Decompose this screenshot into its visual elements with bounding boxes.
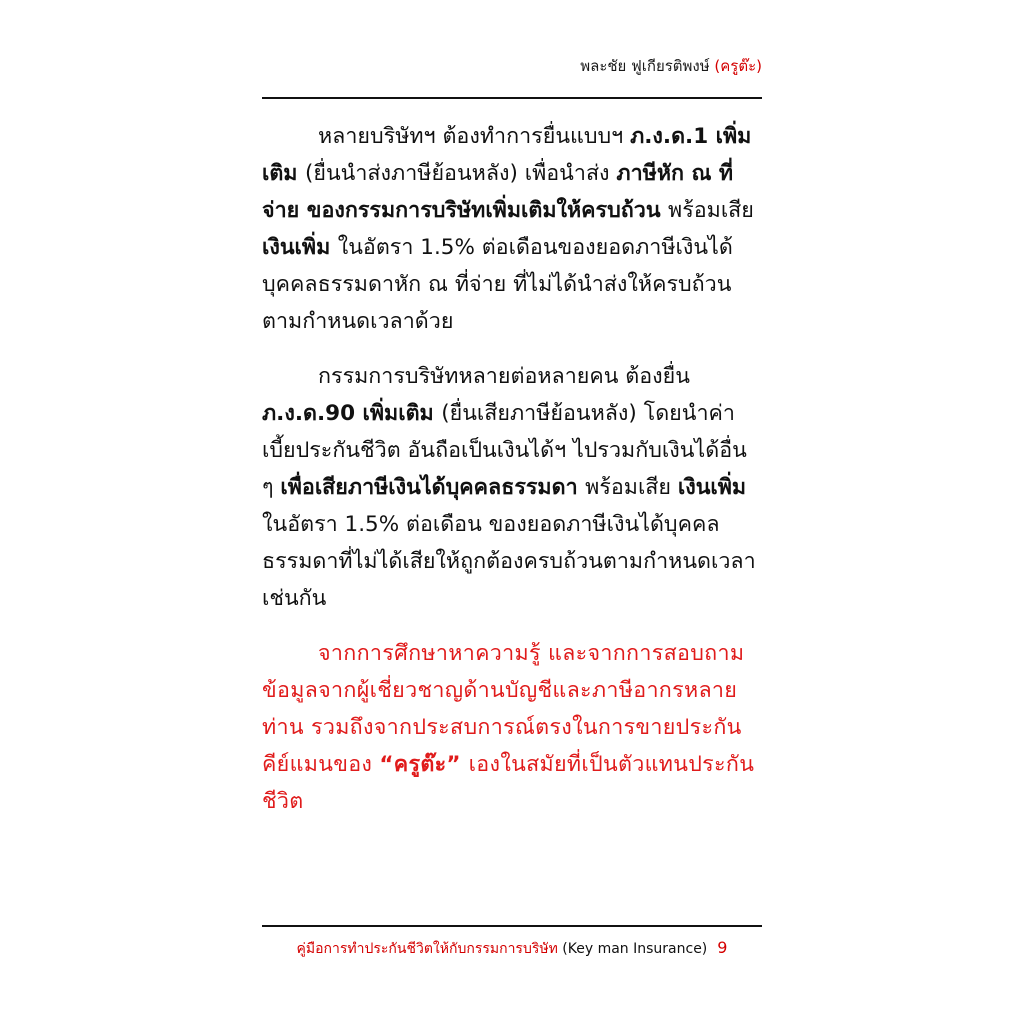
- paragraph-1: [262, 118, 762, 340]
- text-run-bold: เงินเพิ่ม: [262, 235, 338, 260]
- text-run-bold: เงินเพิ่ม: [677, 475, 747, 500]
- text-run-bold: ภาษีหัก ณ ที่จ่าย ของกรรมการบริษัทเพิ่มเติมให้ครบถ้วน: [262, 161, 734, 223]
- footer-title-en: (Key man Insurance): [562, 941, 708, 957]
- text-run-bold: ภ.ง.ด.1 เพิ่มเติม: [262, 124, 752, 186]
- footer-divider: [262, 925, 762, 927]
- text-run: ในอัตรา 1.5% ต่อเดือนของยอดภาษีเงินได้บุคคลธรรมดาหัก ณ ที่จ่าย ที่ไม่ได้นำส่งให้ครบถ้วนตามกำหนดเวลาด้วย: [262, 235, 733, 334]
- text-run: พร้อมเสีย: [585, 475, 678, 500]
- page-header: [262, 56, 762, 76]
- text-run: (ยื่นนำส่งภาษีย้อนหลัง) เพื่อนำส่ง: [304, 161, 617, 186]
- header-divider: [262, 97, 762, 99]
- text-run-bold: “ครูต๊ะ”: [379, 752, 469, 777]
- text-run-bold: เพื่อเสียภาษีเงินได้บุคคลธรรมดา: [280, 475, 586, 500]
- paragraph-2: [262, 358, 762, 617]
- text-run: หลายบริษัทฯ ต้องทำการยื่นแบบฯ: [318, 124, 631, 149]
- text-run: จากการศึกษาหาความรู้ และจากการสอบถามข้อมูลจากผู้เชี่ยวชาญด้านบัญชีและภาษีอากรหลายท่าน รวมถึงจากประสบการณ์ตรงในการขายประกันคีย์แมนของ: [262, 641, 745, 777]
- text-run: (ยื่นเสียภาษีย้อนหลัง) โดยนำค่าเบี้ยประกันชีวิต อันถือเป็นเงินได้ฯ ไปรวมกับเงินได้อื่น ๆ: [262, 401, 747, 500]
- page-footer: [262, 938, 762, 959]
- paragraph-3-highlighted: [262, 635, 762, 820]
- body-text: [262, 118, 762, 820]
- text-run: ในอัตรา 1.5% ต่อเดือน ของยอดภาษีเงินได้บุคคลธรรมดาที่ไม่ได้เสียให้ถูกต้องครบถ้วนตามกำหนดเวลาเช่นกัน: [262, 512, 756, 611]
- header-author-nickname: (ครูต๊ะ): [714, 57, 762, 75]
- page-content-column: [262, 0, 762, 1024]
- text-run: พร้อมเสีย: [668, 198, 754, 223]
- footer-title-th: คู่มือการทำประกันชีวิตให้กับกรรมการบริษัท: [296, 941, 563, 957]
- text-run-bold: ภ.ง.ด.90 เพิ่มเติม: [262, 401, 442, 426]
- text-run: เองในสมัยที่เป็นตัวแทนประกันชีวิต: [262, 752, 755, 814]
- text-run: กรรมการบริษัทหลายต่อหลายคน ต้องยื่น: [318, 364, 690, 389]
- page-number: 9: [717, 938, 728, 957]
- header-author-name: พละชัย ฟูเกียรติพงษ์: [580, 57, 715, 75]
